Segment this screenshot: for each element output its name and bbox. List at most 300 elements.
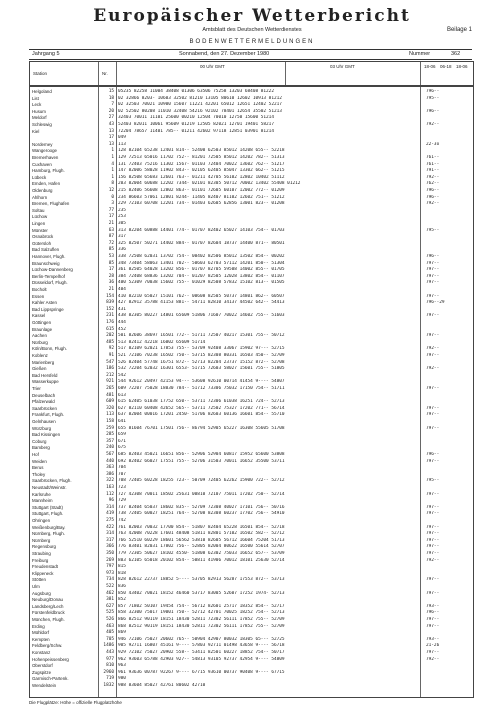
- station-height: 1: [111, 174, 114, 180]
- remarks: 797--: [426, 524, 440, 530]
- table-row: [30, 346, 473, 352]
- station-name: Cuxhaven: [32, 161, 52, 167]
- observation-data: 929 72102 75027 20902 558-- 53411 82501 60227 18852 754-- 50717: [118, 650, 285, 655]
- remarks: 792--: [426, 656, 440, 662]
- observation-data: 361 82505 64028 13202 856-- 01707 82705 59508 14002 855-- 01705: [118, 267, 285, 273]
- station-name: Mühldorf: [32, 630, 50, 636]
- station-name: Kempten: [32, 636, 50, 642]
- observation-data: 818: [118, 570, 126, 576]
- station-name: Osnabrück: [32, 234, 54, 240]
- beilage-label: Beilage 1: [446, 27, 472, 33]
- table-row: [30, 604, 473, 610]
- station-name: Bad Lippspringe: [32, 306, 64, 312]
- observation-data: 836: [118, 584, 126, 589]
- observation-data: 729: [118, 498, 126, 504]
- observation-data: 779 72305 50627 18102 4550- 51808 62302 75033 16652 657-- 53709: [118, 551, 285, 556]
- station-name: Oberstdorf: [32, 663, 53, 669]
- observation-data: 513 82412 42218 16002 65609 51714: [118, 339, 206, 345]
- station-name: Bad Kissingen: [32, 432, 61, 438]
- table-row: [30, 122, 473, 128]
- remarks: 761--: [426, 161, 440, 167]
- observation-data: 32403 70011 11101 25600 00210 12504 70010 12750 15600 51214: [118, 115, 274, 121]
- table-row: [30, 181, 473, 187]
- report-title: Europäischer Wetterbericht: [93, 6, 411, 26]
- remarks: 796--29: [426, 300, 445, 306]
- table-row: [30, 261, 473, 267]
- station-height: 53: [108, 254, 114, 259]
- station-height: 231: [106, 313, 114, 319]
- observation-data: 685 82403 45021 16651 856-- 52906 52904 60817 15952 65600 53808: [118, 452, 285, 457]
- observation-data: 325 82507 50271 14402 884-- 01707 82604 18737 14400 871-- 80501: [118, 240, 285, 246]
- station-height: 1832: [103, 683, 114, 688]
- station-height: 314: [106, 531, 114, 537]
- table-row: [30, 597, 473, 603]
- remarks: 796--: [426, 188, 440, 193]
- remarks: 796--: [426, 89, 440, 94]
- remarks: 797--: [426, 313, 440, 319]
- station-name: Pfalzerwald: [32, 399, 55, 405]
- divider: [285, 62, 286, 85]
- table-row: [30, 287, 473, 293]
- divider: [420, 62, 421, 85]
- station-name: Aachen: [32, 333, 47, 339]
- table-row: [30, 591, 473, 597]
- table-row: [30, 274, 473, 280]
- observation-data: 404: [118, 287, 126, 292]
- table-row: [30, 485, 473, 491]
- table-row: [30, 280, 473, 286]
- station-name: Saarbrücken, Flugh.: [32, 478, 72, 484]
- table-row: [30, 214, 473, 220]
- table-row: [30, 531, 473, 537]
- observation-data: 235: [118, 207, 126, 213]
- station-name: Husum: [32, 108, 46, 114]
- station-name: Mannheim: [32, 498, 53, 504]
- remarks: 795--: [426, 478, 440, 484]
- station-name: Würzburg: [32, 425, 52, 431]
- table-row: [30, 175, 473, 181]
- station-height: 366: [106, 544, 114, 550]
- remarks: 797--: [426, 544, 440, 550]
- observation-data: 707: [118, 471, 126, 477]
- observation-data: 737 82404 65037 18602 835-- 52709 72308 40027 17101 756-- 50716: [118, 504, 285, 510]
- station-height: 463: [106, 623, 114, 629]
- table-row: [30, 492, 473, 498]
- station-name: Coburg: [32, 438, 47, 444]
- remarks: 761--: [426, 155, 440, 160]
- table-row: [30, 399, 473, 405]
- table-row: [30, 353, 473, 359]
- station-height: 21: [108, 287, 114, 292]
- station-height: 85: [108, 260, 114, 266]
- station-name: Göttingen: [32, 320, 52, 325]
- station-name: Lüchow-Dannenberg: [32, 267, 73, 273]
- station-name: Fürstenfeldbruck: [32, 610, 65, 616]
- table-row: [30, 650, 473, 656]
- observation-data: 521 72106 70238 16502 750-- 53715 82308 80331 16503 450-- 52709: [118, 353, 285, 358]
- station-name: Regensburg: [32, 544, 56, 550]
- remarks: 792--: [426, 366, 440, 372]
- table-row: [30, 676, 473, 682]
- station-height: 63: [108, 227, 114, 233]
- table-row: [30, 617, 473, 623]
- station-name: Freudenstadt: [32, 564, 58, 570]
- station-name: Neustadt/Weinstr.: [32, 485, 67, 490]
- remarks: 797--: [426, 511, 440, 517]
- station-name: Bad Hersfeld: [32, 372, 58, 378]
- station-name: Gütersloh: [32, 240, 52, 246]
- observation-data: 828 82612 22737 18852 5---- 53705 82913 56287 17553 872-- 53713: [118, 577, 285, 583]
- observation-data: 766 52510 60229 18601 56562 53810 82605 56712 16604 75204 51713: [118, 537, 285, 543]
- observation-data: 384 72408 68836 13202 704-- 01207 82505 12028 13802 854-- 01107: [118, 273, 285, 279]
- observation-data: 868 82512 90119 18151 18430 52811 72302 56111 17852 755-- 52709: [118, 623, 285, 629]
- station-height: 547: [106, 359, 114, 365]
- table-row: [30, 340, 473, 346]
- remarks: 797--: [426, 267, 440, 273]
- table-row: [30, 254, 473, 260]
- observation-data: 348 73404 58063 13401 702-- 50603 62703 57112 14201 850-- 51304: [118, 260, 285, 266]
- observation-data: 253: [118, 214, 126, 220]
- station-height: 72: [108, 240, 114, 246]
- table-row: [30, 320, 473, 326]
- table-row: [30, 637, 473, 643]
- observation-data: 738 72405 60027 18251 764-- 52708 82308 60237 17702 756-- 54910: [118, 511, 285, 517]
- station-height: 522: [106, 584, 114, 589]
- station-height: 422: [106, 524, 114, 530]
- table-row: [30, 406, 473, 412]
- table-row: [30, 670, 473, 676]
- station-height: 810: [106, 663, 114, 669]
- observation-data: 156 82508 65683 12601 763-- 01211 42705 56102 12802 10402 51112: [118, 174, 285, 180]
- observation-data: 410 82210 65027 15101 762-- 00608 82505 50737 14801 862-- 60507: [118, 293, 285, 299]
- station-name: Klippeneck: [32, 570, 54, 576]
- station-name: Berlin-Tempelhof: [32, 273, 65, 279]
- remarks: 792--: [426, 174, 440, 180]
- table-row: [30, 432, 473, 438]
- table-row: [30, 267, 473, 273]
- station-name: Augsburg: [32, 590, 51, 596]
- station-height: 152: [106, 306, 114, 312]
- table-row: [30, 168, 473, 174]
- station-name: Hof: [32, 452, 39, 457]
- remarks: 795--: [426, 227, 440, 233]
- station-name: Freiburg: [32, 557, 49, 563]
- table-row: [30, 564, 473, 570]
- table-row: [30, 155, 473, 161]
- table-row: [30, 643, 473, 649]
- observation-data: 02 32503 70021 10900 15607 11221 42201 65012 12651 12402 52217: [118, 102, 282, 108]
- observation-data: 05235 82258 11004 38408 01306 63506 75258 13203 68408 81222: [118, 89, 274, 94]
- table-row: [30, 373, 473, 379]
- t03-header: 03 Uhr GMT: [330, 64, 355, 69]
- remarks: 797--: [426, 405, 440, 411]
- observation-data: 317: [118, 234, 126, 240]
- station-height: 240: [106, 445, 114, 451]
- station-height: 419: [106, 511, 114, 517]
- station-name: Wasserkuppe: [32, 379, 59, 385]
- c2-header: 06-18: [440, 64, 452, 69]
- nummer-value: 362: [451, 51, 461, 57]
- station-height: 1: [111, 155, 114, 160]
- station-name: Tholey: [32, 471, 46, 477]
- remarks: 797--: [426, 650, 440, 655]
- footer-note: Die Flugplätze: Höhe = offizielle Flugplatzhöhe: [29, 700, 122, 705]
- observation-data: 803 62105 65018 20102 854-- 50811 41906 70012 18101 25630 52714: [118, 557, 285, 563]
- observation-data: 708 72405 60228 18255 723-- 50709 72405 62262 15900 722-- 52712: [118, 478, 285, 484]
- divider: [116, 62, 117, 85]
- table-row: [30, 525, 473, 531]
- remarks: 797--: [426, 504, 440, 510]
- issue-date: Sonnabend, den 27. Dezember 1980: [179, 51, 270, 57]
- observation-data: 946 72106 75027 20602 765-- 50904 42907 80032 18305 65--- 52725: [118, 636, 285, 642]
- table-row: [30, 505, 473, 511]
- station-height: 363: [106, 465, 114, 471]
- table-row: [30, 624, 473, 630]
- table-row: [30, 234, 473, 240]
- remarks: 797--: [426, 458, 440, 464]
- station-name: Karlsruhe: [32, 491, 51, 497]
- station-name: Gießen: [32, 366, 47, 372]
- station-height: 609: [106, 399, 114, 405]
- remarks: 796--: [426, 610, 440, 616]
- observation-data: 704: [118, 465, 126, 471]
- station-name: Helgoland: [32, 89, 52, 94]
- observation-data: 858 32300 75017 19001 750-- 52712 42701 70025 18252 754-- 52713: [118, 610, 285, 616]
- station-name: Kahler Asten: [32, 300, 57, 306]
- station-height: 3: [111, 201, 114, 207]
- station-height: 350: [106, 551, 114, 556]
- observation-data: 313 82204 60888 14401 774-- 01707 82402 65027 14103 754-- 01703: [118, 227, 285, 233]
- observation-data: 02 52502 80208 11010 32408 54216 92102 78401 12654 35502 51213: [118, 108, 282, 114]
- station-height: 567: [106, 452, 114, 457]
- observation-data: 02 32866 8203- 10603 32502 81210 13105 80610 12602 10913 81212: [118, 95, 282, 101]
- observation-data: 532 72204 62032 16301 6553- 51715 72603 58027 15601 755-- 51805: [118, 366, 285, 372]
- remarks: 795--: [426, 95, 440, 101]
- station-name: Feldberg/Schw.: [32, 643, 63, 649]
- station-height: 92: [108, 346, 114, 352]
- station-name: Düsseldorf, Flugh.: [32, 280, 68, 286]
- observation-data: 400 52309 70038 15602 755-- 01029 82508 57832 15102 813-- 01505: [118, 280, 285, 286]
- observation-data: 961 93636 00787 92267 9---- 67715 93610 00737 90408 9---- 67715: [118, 669, 285, 675]
- report-subtitle: Amtsblatt des Deutschen Wetterdienstes: [202, 27, 302, 33]
- table-row: [30, 630, 473, 636]
- remarks: 797--: [426, 617, 440, 622]
- observation-data: 905 92711 16807 45161 9---- 57803 92711 01498 43658 9---- 56718: [118, 643, 285, 649]
- station-height: 525: [106, 610, 114, 616]
- station-height: 28: [108, 273, 114, 279]
- station-height: 20: [108, 108, 114, 114]
- table-row: [30, 386, 473, 392]
- station-name: Münster: [32, 227, 48, 233]
- table-row: [30, 571, 473, 577]
- table-row: [30, 426, 473, 432]
- station-name: Zugspitze: [32, 669, 52, 675]
- observation-data: 526 82404 57748 16751 872-- 52713 82204 23737 15152 872-- 52708: [118, 359, 285, 365]
- remarks: 797--: [426, 353, 440, 358]
- observation-data: 655 81604 76701 17501 756-- 86794 52905 65227 16308 55605 51708: [118, 425, 285, 431]
- station-height: 13: [108, 128, 114, 134]
- remarks: 797--: [426, 531, 440, 537]
- table-row: [30, 327, 473, 333]
- station-height: 85: [108, 247, 114, 253]
- observation-data: 723: [118, 485, 126, 490]
- table-row: [30, 511, 473, 517]
- column-header: [29, 61, 474, 86]
- station-height: 113: [106, 412, 114, 418]
- station-name: Ohringen: [32, 518, 51, 523]
- station-name: Meldorf: [32, 115, 47, 121]
- remarks: 797--: [426, 333, 440, 339]
- station-name: Trier: [32, 386, 41, 391]
- station-name: Stuttgart (Stadt): [32, 504, 63, 510]
- station-height: 36: [108, 280, 114, 286]
- remarks: 762--: [426, 181, 440, 187]
- station-name: Oldenburg: [32, 188, 53, 193]
- station-name: Lüchow: [32, 214, 48, 220]
- station-height: 7: [111, 102, 114, 108]
- remarks: 793--: [426, 603, 440, 609]
- station-name: Leck: [32, 102, 42, 108]
- observation-data: 988 83604 85027 42761 80602 42710: [118, 683, 206, 688]
- station-name: Bremerhaven: [32, 155, 59, 160]
- remarks: 797--: [426, 623, 440, 629]
- observation-data: 203 82004 60688 12202 7344- 02101 82305 50712 70002 13402 55408 01212: [118, 181, 301, 187]
- station-height: 158: [106, 419, 114, 424]
- section-title: BODENWETTERMELDUNGEN: [189, 39, 315, 45]
- station-name: Hamburg, Flugh.: [32, 168, 65, 174]
- remarks: 797--: [426, 386, 440, 391]
- table-row: [30, 307, 473, 313]
- station-height: 797: [106, 564, 114, 570]
- nr-header: Nr.: [102, 71, 108, 76]
- observation-data: 501 82606 38697 16501 772-- 51711 72507 40217 15301 755-- 50712: [118, 333, 285, 339]
- station-height: 485: [106, 339, 114, 345]
- station-height: 921: [106, 379, 114, 385]
- station-name: Stuttgart, Flugh.: [32, 511, 64, 517]
- station-height: 17: [108, 214, 114, 220]
- table-row: [30, 419, 473, 425]
- station-height: 176: [106, 320, 114, 325]
- observation-data: 761 82003 70032 17700 854-- 51807 82404 65228 16501 854-- 52718: [118, 524, 285, 530]
- observation-data: 615 62405 61038 17752 650-- 53711 72306 61038 16251 724-- 52713: [118, 399, 285, 405]
- observation-data: 452: [118, 326, 126, 332]
- station-name: Weißenburg/Bay.: [32, 524, 66, 530]
- station-height: 317: [106, 537, 114, 543]
- station-height: 21: [108, 221, 114, 226]
- table-row: [30, 439, 473, 445]
- station-height: 0: [111, 194, 114, 200]
- station-height: 320: [106, 405, 114, 411]
- remarks: 797--: [426, 293, 440, 299]
- observation-data: 613: [118, 392, 126, 398]
- station-name: Saarbrücken: [32, 405, 57, 411]
- observation-data: 444: [118, 320, 126, 325]
- station-height: 77: [108, 207, 114, 213]
- divider: [98, 62, 99, 85]
- station-height: 977: [106, 656, 114, 662]
- station-name: Garmisch-Partenk.: [32, 676, 69, 682]
- observation-data: 72204 78657 11401 785-- 01211 42602 97118 12851 03901 81214: [118, 128, 274, 134]
- observation-data: 675: [118, 445, 126, 451]
- remarks: 797--: [426, 590, 440, 596]
- station-name: Köln/Bonn, Flugh.: [32, 346, 67, 352]
- observation-data: 815: [118, 564, 126, 570]
- station-name: Norderney: [32, 141, 53, 147]
- station-name: München, Flugh.: [32, 617, 65, 622]
- nummer-label: Nummer: [409, 51, 431, 57]
- station-name: Ahlhorn: [32, 194, 48, 200]
- station-name: Essen: [32, 293, 45, 299]
- observation-data: 637 82004 00016 17201 2450- 51706 82603 60136 16601 854-- 55710: [118, 412, 285, 418]
- station-height: 1: [111, 148, 114, 154]
- station-height: 615: [106, 326, 114, 332]
- table-row: [30, 300, 473, 306]
- station-height: 112: [106, 491, 114, 497]
- station-height: 15: [108, 89, 114, 94]
- remarks: 796--: [426, 194, 440, 200]
- table-row: [30, 333, 473, 339]
- table-row: [30, 96, 473, 102]
- station-name: Bocholt: [32, 287, 47, 292]
- table-row: [30, 558, 473, 564]
- table-row: [30, 478, 473, 484]
- observation-data: 963: [118, 663, 126, 669]
- station-height: 265: [106, 386, 114, 391]
- observation-data: 336: [118, 247, 126, 253]
- observation-data: 147 82006 58028 11902 843-- 02105 62405 85047 13302 662-- 51215: [118, 168, 285, 174]
- station-height: 259: [106, 425, 114, 431]
- station-name: Berus: [32, 465, 44, 471]
- observation-data: 542: [118, 372, 126, 378]
- remarks: 796--: [426, 452, 440, 457]
- station-height: 43: [108, 122, 114, 127]
- observation-data: 305: [118, 221, 126, 226]
- table-row: [30, 195, 473, 201]
- observation-data: 229 72103 60708 12201 734-- 01403 62605 62856 13001 823-- 01208: [118, 201, 285, 207]
- remarks: 792--: [426, 346, 440, 352]
- table-row: [30, 148, 473, 154]
- table-row: [30, 129, 473, 135]
- observation-data: 627 82110 60408 42652 565-- 53711 72502 75327 17202 771-- 56714: [118, 405, 285, 411]
- station-height: 322: [106, 478, 114, 484]
- station-height: 18: [108, 95, 114, 101]
- station-name: Kiel: [32, 128, 40, 134]
- table-row: [30, 459, 473, 465]
- remarks: 21-26: [426, 643, 440, 649]
- table-row: [30, 393, 473, 399]
- observation-data: 962 93603 65788 42903 927-- 54813 93105 92737 42954 9---- 54809: [118, 656, 285, 662]
- t00-header: 00 Uhr GMT: [200, 64, 225, 69]
- station-name: Bad Salzuflen: [32, 247, 60, 253]
- station-name: Weiden: [32, 458, 47, 464]
- table-row: [30, 142, 473, 148]
- table-row: [30, 241, 473, 247]
- station-height: 973: [106, 570, 114, 576]
- station-height: 462: [106, 590, 114, 596]
- table-row: [30, 538, 473, 544]
- station-height: 386: [106, 471, 114, 477]
- table-row: [30, 228, 473, 234]
- remarks: 792--: [426, 122, 440, 127]
- table-row: [30, 109, 473, 115]
- issue-header: [29, 49, 472, 60]
- station-height: 357: [106, 438, 114, 444]
- table-row: [30, 445, 473, 451]
- station-name: Bamberg: [32, 445, 50, 451]
- table-row: [30, 683, 473, 689]
- table-row: [30, 657, 473, 663]
- table-row: [30, 584, 473, 590]
